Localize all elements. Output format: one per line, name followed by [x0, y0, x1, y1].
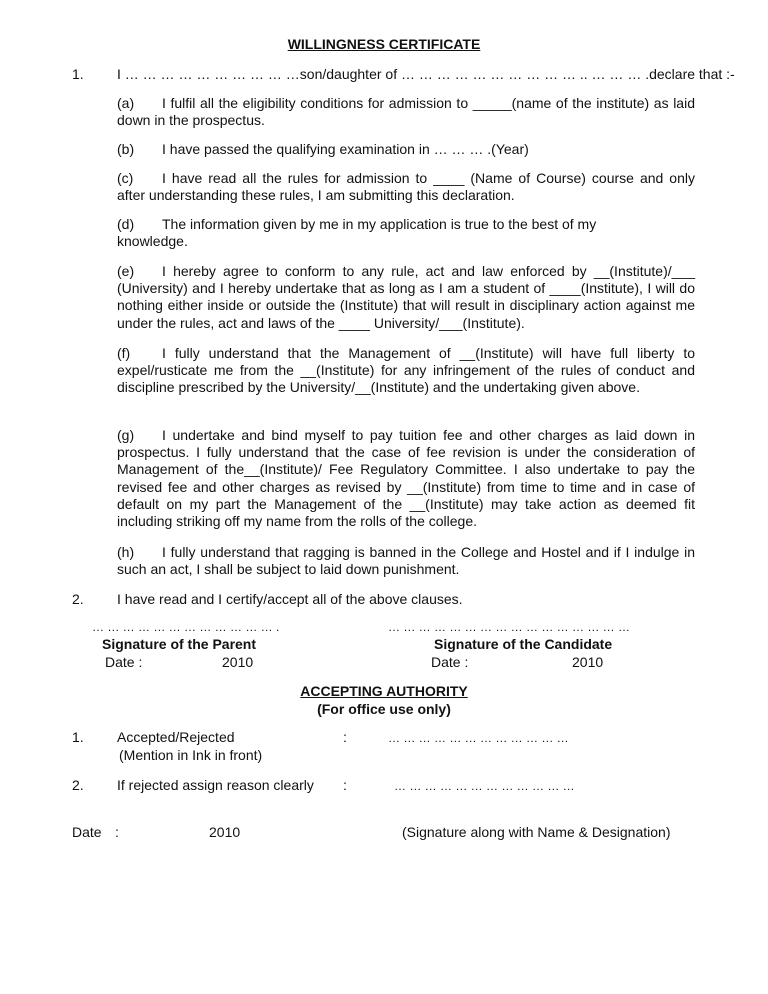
clause-e	[117, 263, 695, 332]
authority-signature-note: (Signature along with Name & Designation)	[402, 824, 671, 840]
clause-label: (a)	[117, 95, 135, 111]
clause-label: (e)	[117, 263, 135, 279]
clause-b	[117, 141, 695, 158]
accepted-rejected-line: … … … … … … … … … … … …	[388, 731, 569, 745]
clause-g	[117, 427, 695, 530]
document-title: WILLINGNESS CERTIFICATE	[287, 36, 481, 52]
authority-date-label: Date	[72, 824, 102, 840]
candidate-signature-label: Signature of the Candidate	[434, 636, 613, 652]
clause-label: (b)	[117, 141, 135, 157]
clause-text: I have read all the rules for admission to ____ (Name of Course) course and only after understanding these rules, I am submitting this declaration.	[117, 170, 695, 204]
row1-colon: :	[343, 729, 347, 745]
clause-label: (f)	[117, 345, 131, 361]
clause-text: I hereby agree to conform to any rule, act and law enforced by __(Institute)/___ (University) and I hereby undertake that as long as I am a student of ____(Institute), I will do nothing either inside or outside the (Institute) that will result in disciplinary action against me under the rules, act and laws of the ____ University/___(Institute).	[117, 263, 695, 331]
authority-subheading: (For office use only)	[317, 701, 451, 717]
clause-text: I fulfil all the eligibility conditions for admission to _____(name of the institute) as laid down in the prospectus.	[117, 95, 695, 129]
candidate-signature-line: … … … … … … … … … … … … … … … …	[388, 620, 631, 634]
clause-text: I fully understand that the Management of __(Institute) will have full liberty to expel/rusticate me from the __(Institute) for any infringement of the rules of conduct and discipline prescribed by the University/__(Institute) and the undertaking given above.	[117, 345, 695, 396]
declaration-text: I … … … … … … … … … …son/daughter of … … … … … … … … … … .. … … … .declare that :-	[117, 66, 735, 82]
clause-label: (c)	[117, 170, 134, 186]
clause-label: (d)	[117, 216, 135, 232]
clause-label: (g)	[117, 427, 135, 443]
candidate-date-label: Date :	[431, 654, 469, 670]
clause-a	[117, 95, 695, 129]
certify-text: I have read and I certify/accept all of the above clauses.	[117, 591, 463, 607]
clause-text: The information given by me in my application is true to the best of my knowledge.	[117, 216, 597, 250]
rejection-reason-label: If rejected assign reason clearly	[117, 777, 314, 793]
clause-h	[117, 544, 695, 578]
parent-date-year: 2010	[222, 654, 254, 670]
parent-signature-line: … … … … … … … … … … … … .	[92, 620, 280, 634]
authority-date-year: 2010	[209, 824, 241, 840]
clause-label: (h)	[117, 544, 135, 560]
clause-d	[117, 216, 637, 250]
authority-row1-number: 1.	[72, 729, 84, 745]
clause-text: I fully understand that ragging is banned in the College and Hostel and if I indulge in such an act, I shall be subject to laid down punishment.	[117, 544, 695, 578]
parent-signature-label: Signature of the Parent	[102, 636, 257, 652]
ink-note: (Mention in Ink in front)	[119, 747, 263, 763]
clause-f	[117, 345, 695, 397]
clause-text: I have passed the qualifying examination in … … … .(Year)	[162, 141, 529, 157]
candidate-date-year: 2010	[572, 654, 604, 670]
authority-heading: ACCEPTING AUTHORITY	[300, 683, 468, 699]
parent-date-label: Date :	[105, 654, 143, 670]
authority-date-colon: :	[115, 824, 119, 840]
clause-c	[117, 170, 695, 204]
declaration-number: 1.	[72, 66, 84, 82]
authority-row2-number: 2.	[72, 777, 84, 793]
accepted-rejected-label: Accepted/Rejected	[117, 729, 235, 745]
certify-number: 2.	[72, 591, 84, 607]
row2-colon: :	[343, 777, 347, 793]
clause-text: I undertake and bind myself to pay tuition fee and other charges as laid down in prospectus. I fully understand that the case of fee revision is under the consideration of Management of the__(Institute)/ Fee Regulatory Committee. I also undertake to pay the revised fee and other charges as revised by __(Institute) from time to time and in case of default on my part the Management of the __(Institute) may take action as deemed fit including striking off my name from the rolls of the college.	[117, 427, 695, 530]
rejection-reason-line: … … … … … … … … … … … …	[394, 779, 575, 793]
